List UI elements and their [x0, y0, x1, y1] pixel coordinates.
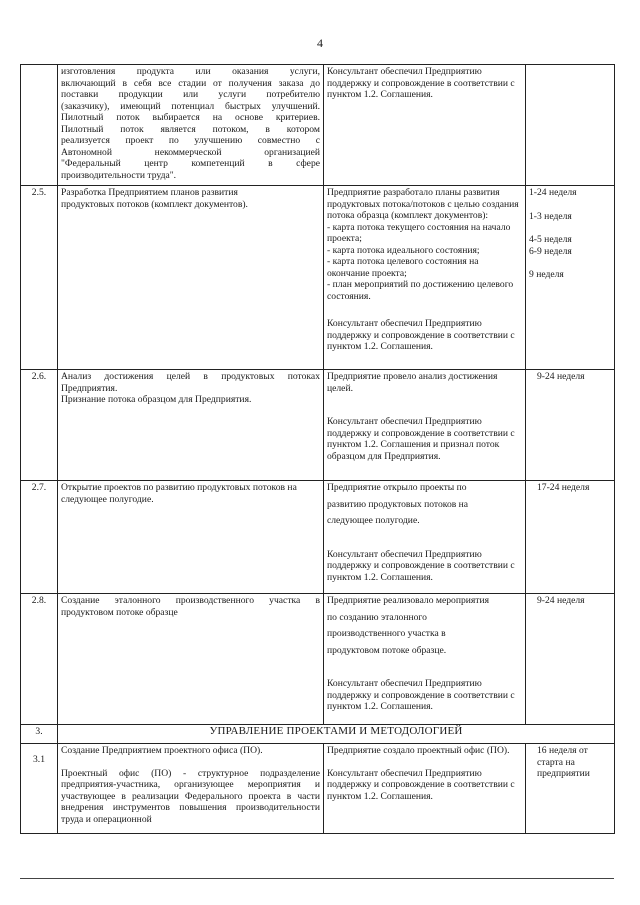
result-item: - план мероприятий по достижению целевого состояния.	[327, 279, 514, 302]
task-line: изготовления продукта или оказания услуги,	[61, 66, 320, 77]
time-cell	[526, 481, 615, 594]
result-outro: Консультант обеспечил Предприятию поддержку и сопровождение в соответствии с пунктом 1.2. Соглашения.	[327, 548, 515, 583]
row-number-cell	[21, 744, 58, 834]
table-row-section-3	[21, 725, 615, 744]
table-row-3-1	[21, 744, 615, 834]
task-text: Создание Предприятием проектного офиса (ПО).	[61, 745, 263, 756]
result-outro: Консультант обеспечил Предприятию поддержку и сопровождение в соответствии с пунктом 1.2. Соглашения.	[327, 318, 515, 352]
task-cell	[58, 65, 324, 186]
result-line: следующее полугодие.	[327, 515, 420, 526]
time-value: 17-24 неделя	[537, 482, 590, 493]
time-cell	[526, 744, 615, 834]
result-text: Консультант обеспечил Предприятию поддержку и сопровождение в соответствии с пунктом 1.2. Соглашения.	[327, 66, 515, 100]
time-cell	[526, 186, 615, 370]
result-text: Предприятие провело анализ достижения целей.	[327, 371, 498, 394]
time-value: 1-24 неделя	[529, 187, 577, 198]
table-row-2-6	[21, 370, 615, 481]
table-row-2-5	[21, 186, 615, 370]
result-text: Предприятие создало проектный офис (ПО).	[327, 745, 510, 756]
time-value: 9 неделя	[529, 269, 564, 280]
task-cell	[58, 594, 324, 725]
time-cell	[526, 370, 615, 481]
task-line: (заказчику), имеющий потенциал быстрых улучшений.	[61, 100, 320, 112]
result-text: Консультант обеспечил Предприятию поддержку и сопровождение в соответствии с пунктом 1.2. Соглашения.	[327, 767, 515, 802]
task-line: реализуется проект по улучшению совместно с	[61, 135, 320, 146]
time-value: 4-5 неделя	[529, 234, 572, 245]
row-number-cell	[21, 481, 58, 594]
task-text: Разработка Предприятием планов развития продуктовых потоков (комплект документов).	[61, 187, 248, 210]
task-text: Анализ достижения целей в продуктовых потоках Предприятия.	[61, 371, 320, 394]
task-cell	[58, 186, 324, 370]
result-item: - карта потока идеального состояния;	[327, 244, 480, 256]
task-line: Пилотный поток является потоком, в котором	[61, 123, 320, 135]
task-line: включающий в себя все стадии от получения заказа до	[61, 77, 320, 89]
result-line: Предприятие реализовало мероприятия	[327, 595, 490, 606]
task-cell	[58, 481, 324, 594]
task-line: Автономной некоммерческой организацией	[61, 146, 320, 158]
result-line: продуктовом потоке образце.	[327, 644, 447, 656]
task-cell	[58, 370, 324, 481]
task-text: Открытие проектов по развитию продуктовых потоков на следующее полугодие.	[61, 482, 297, 505]
task-text: Проектный офис (ПО) - структурное подразделение предприятия-участника, организующее мероприятия и участвующее в реализации Федерального проекта в части внедрения инструментов повышения производительности труда и операционной	[61, 767, 320, 825]
result-line: развитию продуктовых потоков на	[327, 498, 469, 510]
result-cell	[324, 594, 526, 725]
result-cell	[324, 370, 526, 481]
time-value: 1-3 неделя	[529, 210, 572, 222]
result-cell	[324, 186, 526, 370]
time-cell	[526, 65, 615, 186]
task-text: Создание эталонного производственного участка в продуктовом потоке образце	[61, 595, 320, 618]
result-line: по созданию эталонного	[327, 611, 427, 623]
result-text: Консультант обеспечил Предприятию поддержку и сопровождение в соответствии с пунктом 1.2. Соглашения и признал поток образцом для Предприятия.	[327, 416, 515, 462]
result-item: - карта потока текущего состояния на начало проекта;	[327, 221, 511, 244]
row-number-cell	[21, 186, 58, 370]
row-number: 2.8.	[31, 595, 47, 606]
task-line: производительности труда".	[61, 169, 177, 181]
result-outro: Консультант обеспечил Предприятию поддержку и сопровождение в соответствии с пунктом 1.2. Соглашения.	[327, 678, 515, 712]
row-number-cell	[21, 370, 58, 481]
result-cell	[324, 481, 526, 594]
task-line: Пилотный поток выбирается на основе критериев.	[61, 112, 320, 123]
result-line: Предприятие открыло проекты по	[327, 482, 467, 493]
time-value: 16 неделя от старта на предприятии	[537, 745, 590, 779]
section-title: УПРАВЛЕНИЕ ПРОЕКТАМИ И МЕТОДОЛОГИЕЙ	[58, 725, 615, 744]
row-number: 3.1	[33, 754, 45, 765]
page-number: 4	[317, 36, 323, 50]
result-cell	[324, 65, 526, 186]
page-bottom-rule	[20, 878, 614, 879]
task-line: "Федеральный центр компетенций в сфере	[61, 158, 320, 169]
row-number-cell	[21, 65, 58, 186]
time-cell	[526, 594, 615, 725]
result-cell	[324, 744, 526, 834]
result-line: производственного участка в	[327, 628, 446, 639]
time-value: 6-9 неделя	[529, 245, 572, 257]
table-row-2-8	[21, 594, 615, 725]
time-value: 9-24 неделя	[537, 595, 585, 606]
task-line: поставки продукции или услуги потребителю	[61, 89, 320, 100]
section-number-cell	[21, 725, 58, 744]
activity-table	[20, 64, 615, 834]
task-text: Признание потока образцом для Предприятия.	[61, 394, 252, 405]
section-number: 3.	[35, 726, 43, 737]
row-number: 2.6.	[31, 371, 47, 382]
task-cell	[58, 744, 324, 834]
row-number: 2.7.	[31, 482, 47, 493]
table-row-2-7	[21, 481, 615, 594]
table-row-continued	[21, 65, 615, 186]
row-number-cell	[21, 594, 58, 725]
result-intro: Предприятие разработало планы развития продуктовых потока/потоков с целью создания потока образца (комплект документов):	[327, 187, 519, 221]
time-value: 9-24 неделя	[537, 371, 585, 382]
row-number: 2.5.	[31, 187, 47, 198]
result-item: - карта потока целевого состояния на окончание проекта;	[327, 256, 479, 279]
